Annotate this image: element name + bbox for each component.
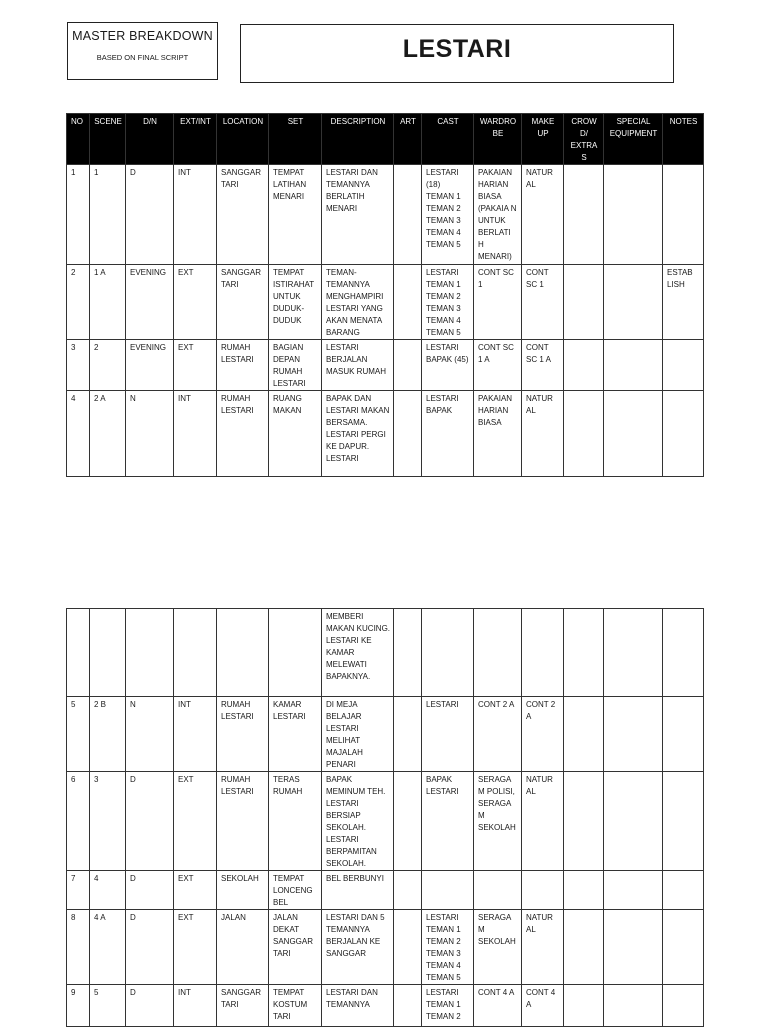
cell-crowd xyxy=(564,910,604,985)
cell-notes xyxy=(663,871,704,910)
cell-cast: LESTARI xyxy=(422,697,474,772)
cell-crowd xyxy=(564,985,604,1027)
cell-set: JALAN DEKAT SANGGAR TARI xyxy=(269,910,322,985)
cell-scene: 2 B xyxy=(90,697,126,772)
cell-set: TEMPAT LONCENG BEL xyxy=(269,871,322,910)
cell-notes: ESTAB LISH xyxy=(663,265,704,340)
cell-location: RUMAH LESTARI xyxy=(217,772,269,871)
cell-no: 4 xyxy=(67,391,90,477)
cell-makeup: CONT 2 A xyxy=(522,697,564,772)
cell-set: KAMAR LESTARI xyxy=(269,697,322,772)
cell-wardrobe: PAKAIAN HARIAN BIASA xyxy=(474,391,522,477)
cell-notes xyxy=(663,772,704,871)
cell-scene: 2 A xyxy=(90,391,126,477)
cell-special-equipment xyxy=(604,391,663,477)
cell-description: TEMAN-TEMANNYA MENGHAMPIRI LESTARI YANG AKAN MENATA BARANG xyxy=(322,265,394,340)
table-row xyxy=(67,609,704,697)
cell-cast xyxy=(422,871,474,910)
cell-makeup: CONT SC 1 xyxy=(522,265,564,340)
col-header-makeup: MAKE UP xyxy=(522,114,564,165)
cell-makeup: NATUR AL xyxy=(522,772,564,871)
cell-scene xyxy=(90,609,126,697)
cell-set xyxy=(269,609,322,697)
col-header-extint: EXT/INT xyxy=(174,114,217,165)
cell-extint: INT xyxy=(174,165,217,265)
table-row xyxy=(67,697,704,772)
col-header-art: ART xyxy=(394,114,422,165)
cell-wardrobe: CONT 2 A xyxy=(474,697,522,772)
cell-location: SANGGAR TARI xyxy=(217,265,269,340)
cell-crowd xyxy=(564,265,604,340)
cell-makeup: NATUR AL xyxy=(522,165,564,265)
col-header-location: LOCATION xyxy=(217,114,269,165)
cell-description: BEL BERBUNYI xyxy=(322,871,394,910)
cell-no: 9 xyxy=(67,985,90,1027)
cell-art xyxy=(394,165,422,265)
cell-crowd xyxy=(564,772,604,871)
cell-special-equipment xyxy=(604,697,663,772)
cell-dn: EVENING xyxy=(126,265,174,340)
cell-makeup xyxy=(522,871,564,910)
cell-no: 5 xyxy=(67,697,90,772)
cell-crowd xyxy=(564,165,604,265)
cell-wardrobe xyxy=(474,609,522,697)
cell-notes xyxy=(663,697,704,772)
master-breakdown-subtitle: BASED ON FINAL SCRIPT xyxy=(96,53,189,62)
breakdown-table-page-1 xyxy=(66,113,704,477)
cell-wardrobe: SERAGA M POLISI, SERAGA M SEKOLAH xyxy=(474,772,522,871)
cell-set: RUANG MAKAN xyxy=(269,391,322,477)
cell-extint xyxy=(174,609,217,697)
cell-scene: 4 xyxy=(90,871,126,910)
cell-makeup: NATUR AL xyxy=(522,391,564,477)
cell-dn: D xyxy=(126,871,174,910)
cell-extint: INT xyxy=(174,697,217,772)
col-header-cast: CAST xyxy=(422,114,474,165)
cell-cast: LESTARI (18) TEMAN 1 TEMAN 2 TEMAN 3 TEMAN 4 TEMAN 5 xyxy=(422,165,474,265)
cell-extint: EXT xyxy=(174,871,217,910)
col-header-set: SET xyxy=(269,114,322,165)
cell-special-equipment xyxy=(604,340,663,391)
cell-special-equipment xyxy=(604,871,663,910)
cell-extint: INT xyxy=(174,985,217,1027)
film-title-box xyxy=(240,24,674,83)
cell-set: TERAS RUMAH xyxy=(269,772,322,871)
cell-location xyxy=(217,609,269,697)
cell-art xyxy=(394,910,422,985)
cell-scene: 4 A xyxy=(90,910,126,985)
master-breakdown-box xyxy=(67,22,218,80)
cell-description: BAPAK DAN LESTARI MAKAN BERSAMA. LESTARI PERGI KE DAPUR. LESTARI xyxy=(322,391,394,477)
master-breakdown-title: MASTER BREAKDOWN xyxy=(72,29,213,43)
cell-scene: 1 xyxy=(90,165,126,265)
cell-no: 1 xyxy=(67,165,90,265)
cell-crowd xyxy=(564,697,604,772)
table-row xyxy=(67,165,704,265)
cell-wardrobe: PAKAIAN HARIAN BIASA (PAKAIA N UNTUK BERLATI H MENARI) xyxy=(474,165,522,265)
col-header-scene: SCENE xyxy=(90,114,126,165)
cell-notes xyxy=(663,609,704,697)
cell-location: RUMAH LESTARI xyxy=(217,697,269,772)
col-header-crowd: CROW D/ EXTRA S xyxy=(564,114,604,165)
cell-no: 6 xyxy=(67,772,90,871)
cell-special-equipment xyxy=(604,772,663,871)
cell-set: TEMPAT KOSTUM TARI xyxy=(269,985,322,1027)
table-body-page-2 xyxy=(67,609,704,1027)
col-header-wardrobe: WARDRO BE xyxy=(474,114,522,165)
cell-cast: LESTARI TEMAN 1 TEMAN 2 xyxy=(422,985,474,1027)
cell-notes xyxy=(663,340,704,391)
cell-description: MEMBERI MAKAN KUCING. LESTARI KE KAMAR MELEWATI BAPAKNYA. xyxy=(322,609,394,697)
cell-cast: BAPAK LESTARI xyxy=(422,772,474,871)
cell-location: SEKOLAH xyxy=(217,871,269,910)
cell-scene: 3 xyxy=(90,772,126,871)
cell-no: 8 xyxy=(67,910,90,985)
table-row xyxy=(67,985,704,1027)
film-title: LESTARI xyxy=(402,35,512,63)
cell-dn: N xyxy=(126,697,174,772)
cell-dn: D xyxy=(126,910,174,985)
cell-art xyxy=(394,340,422,391)
cell-extint: EXT xyxy=(174,340,217,391)
cell-art xyxy=(394,697,422,772)
cell-crowd xyxy=(564,391,604,477)
cell-description: LESTARI DAN 5 TEMANNYA BERJALAN KE SANGGAR xyxy=(322,910,394,985)
table-row xyxy=(67,340,704,391)
cell-crowd xyxy=(564,609,604,697)
cell-makeup: CONT 4 A xyxy=(522,985,564,1027)
col-header-description: DESCRIPTION xyxy=(322,114,394,165)
cell-special-equipment xyxy=(604,910,663,985)
cell-notes xyxy=(663,985,704,1027)
cell-cast: LESTARI BAPAK (45) xyxy=(422,340,474,391)
cell-description: LESTARI DAN TEMANNYA BERLATIH MENARI xyxy=(322,165,394,265)
cell-description: LESTARI DAN TEMANNYA xyxy=(322,985,394,1027)
cell-notes xyxy=(663,165,704,265)
cell-wardrobe: CONT SC 1 A xyxy=(474,340,522,391)
table-row xyxy=(67,871,704,910)
cell-makeup: CONT SC 1 A xyxy=(522,340,564,391)
cell-special-equipment xyxy=(604,985,663,1027)
cell-location: SANGGAR TARI xyxy=(217,165,269,265)
breakdown-table-page-2 xyxy=(66,608,704,1027)
cell-art xyxy=(394,772,422,871)
cell-crowd xyxy=(564,871,604,910)
cell-set: TEMPAT LATIHAN MENARI xyxy=(269,165,322,265)
cell-special-equipment xyxy=(604,609,663,697)
cell-dn: D xyxy=(126,985,174,1027)
cell-cast: LESTARI TEMAN 1 TEMAN 2 TEMAN 3 TEMAN 4 TEMAN 5 xyxy=(422,265,474,340)
cell-no: 3 xyxy=(67,340,90,391)
cell-special-equipment xyxy=(604,265,663,340)
cell-cast: LESTARI TEMAN 1 TEMAN 2 TEMAN 3 TEMAN 4 TEMAN 5 xyxy=(422,910,474,985)
table-row xyxy=(67,265,704,340)
cell-set: BAGIAN DEPAN RUMAH LESTARI xyxy=(269,340,322,391)
col-header-notes: NOTES xyxy=(663,114,704,165)
cell-no xyxy=(67,609,90,697)
cell-description: DI MEJA BELAJAR LESTARI MELIHAT MAJALAH PENARI xyxy=(322,697,394,772)
cell-makeup xyxy=(522,609,564,697)
cell-makeup: NATUR AL xyxy=(522,910,564,985)
cell-extint: EXT xyxy=(174,772,217,871)
cell-special-equipment xyxy=(604,165,663,265)
cell-scene: 1 A xyxy=(90,265,126,340)
cell-crowd xyxy=(564,340,604,391)
cell-dn: D xyxy=(126,772,174,871)
cell-extint: INT xyxy=(174,391,217,477)
col-header-dn: D/N xyxy=(126,114,174,165)
cell-dn xyxy=(126,609,174,697)
cell-description: LESTARI BERJALAN MASUK RUMAH xyxy=(322,340,394,391)
cell-wardrobe xyxy=(474,871,522,910)
cell-no: 2 xyxy=(67,265,90,340)
col-header-special-equipment: SPECIAL EQUIPMENT xyxy=(604,114,663,165)
cell-art xyxy=(394,871,422,910)
cell-wardrobe: CONT 4 A xyxy=(474,985,522,1027)
cell-scene: 2 xyxy=(90,340,126,391)
cell-extint: EXT xyxy=(174,265,217,340)
cell-notes xyxy=(663,391,704,477)
table-body-page-1 xyxy=(67,165,704,477)
cell-extint: EXT xyxy=(174,910,217,985)
cell-location: SANGGAR TARI xyxy=(217,985,269,1027)
cell-set: TEMPAT ISTIRAHAT UNTUK DUDUK-DUDUK xyxy=(269,265,322,340)
cell-cast xyxy=(422,609,474,697)
cell-location: RUMAH LESTARI xyxy=(217,340,269,391)
table-row xyxy=(67,391,704,477)
cell-dn: D xyxy=(126,165,174,265)
cell-art xyxy=(394,985,422,1027)
cell-scene: 5 xyxy=(90,985,126,1027)
table-header-row xyxy=(67,114,704,165)
table-row xyxy=(67,772,704,871)
cell-cast: LESTARI BAPAK xyxy=(422,391,474,477)
cell-wardrobe: CONT SC 1 xyxy=(474,265,522,340)
cell-art xyxy=(394,391,422,477)
cell-notes xyxy=(663,910,704,985)
table-row xyxy=(67,910,704,985)
cell-art xyxy=(394,609,422,697)
cell-no: 7 xyxy=(67,871,90,910)
cell-location: RUMAH LESTARI xyxy=(217,391,269,477)
cell-art xyxy=(394,265,422,340)
cell-location: JALAN xyxy=(217,910,269,985)
cell-dn: N xyxy=(126,391,174,477)
cell-dn: EVENING xyxy=(126,340,174,391)
col-header-no: NO xyxy=(67,114,90,165)
cell-wardrobe: SERAGA M SEKOLAH xyxy=(474,910,522,985)
cell-description: BAPAK MEMINUM TEH. LESTARI BERSIAP SEKOLAH. LESTARI BERPAMITAN SEKOLAH. xyxy=(322,772,394,871)
